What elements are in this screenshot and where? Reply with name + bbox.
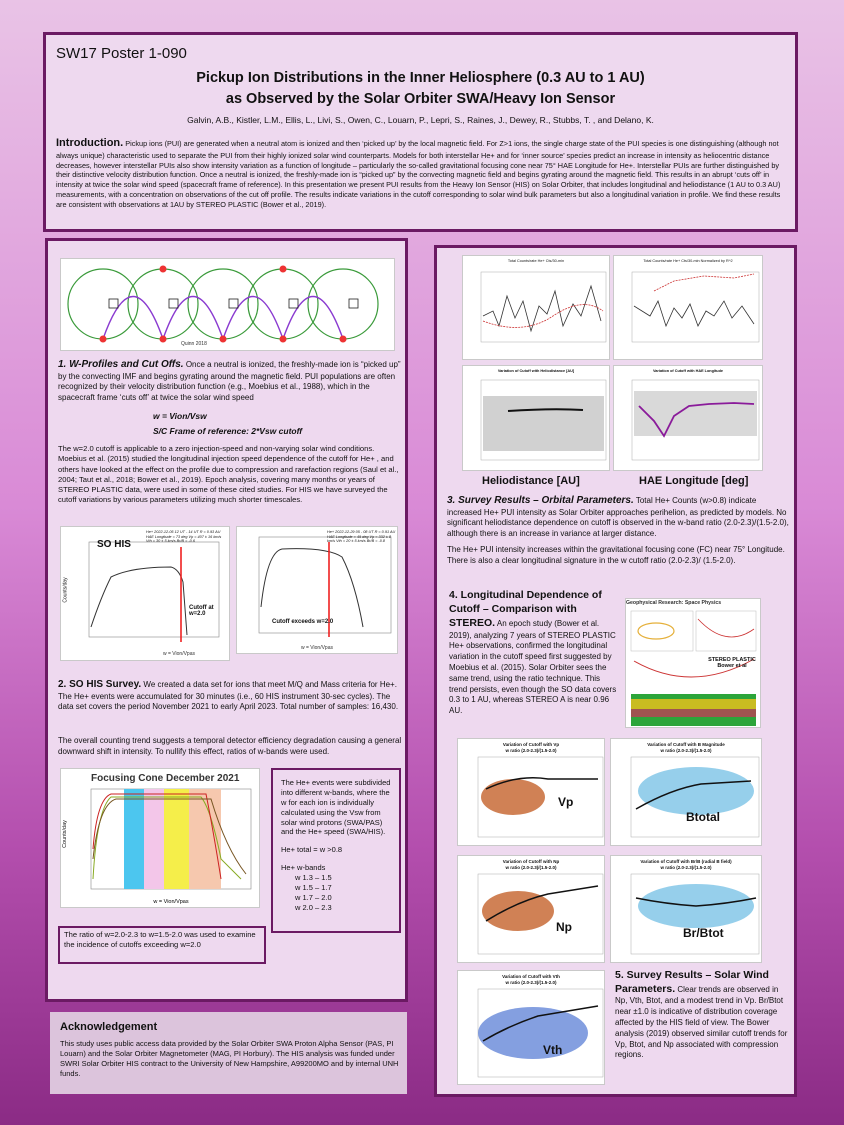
plot-b-cutoff: Cutoff exceeds w=2.0 bbox=[272, 619, 334, 625]
top2-title: Total Counts/rate He+ Cts/30-min Normalized by R^2 bbox=[643, 259, 733, 263]
title-line-2: as Observed by the Solar Orbiter SWA/Heavy Ion Sensor bbox=[225, 90, 616, 107]
scatter-vth bbox=[457, 970, 605, 1085]
plot-a-xlabel: w = Vion/Vpas bbox=[162, 651, 196, 657]
sc2-sub: w ratio (2.0-2.3)/(1.5-2.0) bbox=[660, 748, 712, 753]
intro-heading: Introduction. bbox=[56, 137, 124, 149]
s4-text: An epoch study (Bower et al. 2019), analyzing 7 years of STEREO PLASTIC He+ observations, confirmed the longitudinal variation in the cutoff speed first suggested by Moebius et al. (2015). Solar Orbiter sees the same trend, using the ratio technique. This trend persists, even though the SO data covers 0.3 to 1 AU, whereas STEREO A is near 0.96 AU. bbox=[449, 619, 617, 716]
wband-item: w 1.3 – 1.5 bbox=[295, 873, 332, 883]
gyration-diagram bbox=[61, 259, 396, 352]
hae-cutoff-plot bbox=[613, 365, 763, 471]
gyro-caption: Quinn 2018 bbox=[181, 341, 207, 347]
introduction bbox=[56, 136, 788, 209]
gyration-figure bbox=[60, 258, 395, 351]
s4-heading: 4. Longitudinal Dependence of Cutoff – Comparison with STEREO. bbox=[449, 589, 602, 630]
sc4-title: Variation of Cutoff with Br/B (radial B field) bbox=[640, 859, 732, 864]
jgr-title: Geophysical Research: Space Physics bbox=[626, 600, 722, 606]
eq-cutoff: S/C Frame of reference: 2*Vsw cutoff bbox=[153, 426, 303, 436]
fc-xlabel: w = Vion/Vpas bbox=[153, 899, 189, 905]
sc1-sub: w ratio (2.0-2.3)/(1.5-2.0) bbox=[505, 748, 557, 753]
left-panel bbox=[45, 238, 408, 1002]
right-panel bbox=[434, 245, 797, 1097]
plot-a-info: He+ 2022-12-05 12 UT - 14 UT R = 0.93 AU HAE Longitude = 73 deg Vp = 407 ± 16 km/s Vth = 30 ± 5 km/s Br/B = -0.6 bbox=[146, 530, 222, 544]
plot-b-xlabel: w = Vion/Vpas bbox=[300, 645, 334, 651]
sc4-sub: w ratio (2.0-2.3)/(1.5-2.0) bbox=[660, 865, 712, 870]
mid2-title: Variation of Cutoff with HAE Longitude bbox=[652, 369, 724, 373]
profile-plot-a bbox=[60, 526, 230, 661]
profile-plot-b bbox=[236, 526, 398, 654]
mid1-title: Variation of Cutoff with Heliodistance [AU] bbox=[497, 369, 575, 373]
plot-b-info: He+ 2022-12-29 05 - 08 UT R = 0.91 AU HAE Longitude = 49 deg Vp = 332 ± 8 km/s Vth = 20 ± 5 km/s Br/B = -0.8 bbox=[327, 530, 396, 544]
section3 bbox=[447, 494, 792, 540]
sc3-sub: w ratio (2.0-2.3)/(1.5-2.0) bbox=[505, 865, 557, 870]
top1-title: Total Counts/rate He+ Cts/30-min bbox=[507, 259, 565, 263]
sc5-title: Variation of Cutoff with Vth bbox=[502, 974, 560, 979]
wband-text2: He+ total = w >0.8 bbox=[281, 845, 343, 855]
wband-item: w 2.0 – 2.3 bbox=[295, 902, 332, 912]
s5-heading: 5. Survey Results – Solar Wind Parameters. bbox=[615, 969, 769, 996]
section1 bbox=[58, 358, 403, 404]
helio-cutoff-plot bbox=[462, 365, 610, 471]
authors: Galvin, A.B., Kistler, L.M., Ellis, L., Livi, S., Owen, C., Louarn, P., Lepri, S., Raines, J., Dewey, R., Stubbs, T. , and Delano, K. bbox=[187, 115, 654, 125]
header-panel bbox=[43, 32, 798, 232]
s5-text: Clear trends are observed in Np, Vth, Btot, and a modest trend in Vp. Br/Btot near ±1.0 is indicative of distribution coverage affected by the HIS field of view. The Bower analysis (2019) observed similar cutoff trends for Vp, Btot, and Np associated with compression regions. bbox=[615, 985, 788, 1060]
s2-text: We created a data set for ions that meet M/Q and Mass criteria for He+. The He+ events were accumulated for 30 minutes (i.e., 60 HIS instrument 30-sec cycles). The data set covers the period November 2021 to early April 2023. Total number of samples: 16,430. bbox=[58, 680, 399, 712]
focusing-cone-plot bbox=[60, 768, 260, 908]
sc2-title: Variation of Cutoff with B Magnitude bbox=[647, 742, 725, 747]
ack-panel bbox=[50, 1012, 407, 1094]
eq-w: w = Vion/Vsw bbox=[153, 411, 207, 421]
plot-a-title: SO HIS bbox=[97, 539, 131, 550]
intro-text: Pickup ions (PUI) are generated when a neutral atom is ionized and then ‘picked up’ by the local magnetic field. For Z>1 ions, the single charge state of the PUI species is one distinguishing (although not always unique) characteristic used to separate the PUI from their highly ionized solar wind counterparts. Models for both interstellar He+ and for ‘inner source’ species predict an increase in intensity as heliocentric distance decreases, however interstellar PUIs also show intensity variation as a function of longitude – particularly the so-called gravitational focusing cone near 75° HAE Longitude for He+. Interstellar PUIs are further distinguished by their distinctive velocity distribution function. Once a neutral is ionized, the freshly-made ion is “picked up” by the convecting magnetic field and begins gyrating around the magnetic field. This results in an abrupt ‘cuts off’ in intensity at twice the solar wind speed (spacecraft frame of reference). In this presentation we present PUI results from the Heavy Ion Sensor (HIS) on Solar Orbiter, that includes longitudinal and heliodistance (1 AU to 0.3 AU) measurements, with a concentration on observations of the cut off profile. The results indicate variations in the cutoff corresponding to solar wind bulk parameters but also a longitudinal variation in profile. We find these results are consistent with observations at 1AU by STEREO PLASTIC (Bower et al., 2019). bbox=[56, 139, 781, 209]
fc-title: Focusing Cone December 2021 bbox=[91, 773, 240, 784]
wband-box bbox=[271, 768, 401, 933]
sc4-label: Br/Btot bbox=[683, 926, 724, 940]
stereo-comparison-figure bbox=[625, 598, 761, 728]
stereo-label: STEREO PLASTIC Bower et al bbox=[708, 657, 756, 669]
fc-caption-box bbox=[58, 926, 266, 964]
sc2-label: Btotal bbox=[686, 810, 720, 824]
s3-text: Total He+ Counts (w>0.8) indicate increased He+ PUI intensity as Solar Orbiter approaches perihelion, as predicted by models. No significant heliodistance dependence on cutoff is observed in the w-band ratio (2.0-2.3)/(1.5-2.0), although there is an increase in variance at larger distance. bbox=[447, 496, 789, 539]
fc-ylabel: Counts/day bbox=[61, 820, 68, 848]
s2-text2: The overall counting trend suggests a temporal detector efficiency degradation causing a general downward shift in intensity. To nullify this effect, ratios of w-bands were used. bbox=[58, 736, 402, 756]
total-counts-plot bbox=[462, 255, 610, 360]
ack-heading: Acknowledgement bbox=[60, 1021, 158, 1033]
wband-text3: He+ w-bands bbox=[281, 863, 326, 873]
wband-item: w 1.7 – 2.0 bbox=[295, 892, 332, 902]
sc5-label: Vth bbox=[543, 1043, 563, 1057]
scatter-vp bbox=[457, 738, 605, 846]
hae-label: HAE Longitude [deg] bbox=[639, 475, 749, 487]
scatter-np bbox=[457, 855, 605, 963]
helio-label: Heliodistance [AU] bbox=[482, 475, 580, 487]
section5 bbox=[615, 968, 790, 1061]
s1-text2: The w=2.0 cutoff is applicable to a zero injection-speed and non-varying solar wind conditions. Moebius et al. (2015) studied the longitudinal injection speed dependence of the cutoff for He+ , and others have looked at the effect on the profile due to compression and rarefaction regions (Saul et al., 2004; Taut et al., 2018; Bower et al., 2019). Epoch analysis, covering many months or years of STEREO PLASTIC data, were used in some of these cited studies. For HIS we have surveyed the cutoff variations by various parameters utilizing much shorter timescales. bbox=[58, 444, 399, 505]
fc-caption: The ratio of w=2.0-2.3 to w=1.5-2.0 was used to examine the incidence of cutoffs exceeding w=2.0 bbox=[64, 930, 256, 949]
s1-heading: 1. W-Profiles and Cut Offs. bbox=[58, 359, 184, 370]
sc5-sub: w ratio (2.0-2.3)/(1.5-2.0) bbox=[505, 980, 557, 985]
normalized-counts-plot bbox=[613, 255, 763, 360]
s3-text2: The He+ PUI intensity increases within the gravitational focusing cone (FC) near 75° Longitude. There is also a clear longitudinal signature in the w cutoff ratio (2.0-2.3)/ (1.5-2.0). bbox=[447, 545, 785, 565]
sc1-title: Variation of Cutoff with Vp bbox=[502, 742, 560, 747]
s1-text: Once a neutral is ionized, the freshly-made ion is “picked up” by the convecting IMF and begins gyrating around the magnetic field. PUI populations are often recognized by their velocity distribution function (e.g., Moebius et al., 1988), which in the spacecraft frame ‘cuts off’ at twice the solar wind speed bbox=[58, 360, 401, 403]
wband-item: w 1.5 – 1.7 bbox=[295, 883, 332, 893]
section2 bbox=[58, 678, 403, 713]
s2-heading: 2. SO HIS Survey. bbox=[58, 679, 142, 690]
sc1-label: Vp bbox=[558, 795, 574, 809]
wband-list bbox=[281, 873, 391, 913]
s3-heading: 3. Survey Results – Orbital Parameters. bbox=[447, 495, 634, 506]
plot-a-ylabel: Counts/day bbox=[62, 577, 69, 603]
poster-id: SW17 Poster 1-090 bbox=[56, 45, 187, 62]
scatter-brbtot bbox=[610, 855, 762, 963]
plot-a-cutoff: Cutoff at w=2.0 bbox=[189, 605, 214, 617]
wband-text1: The He+ events were subdivided into different w-bands, where the w for each ion is individually calculated using the Vsw from solar wind protons (SWA/PAS) and the He+ speed (SWA/HIS). bbox=[281, 778, 391, 837]
title-line-1: Pickup Ion Distributions in the Inner Heliosphere (0.3 AU to 1 AU) bbox=[196, 70, 645, 86]
section4 bbox=[449, 588, 619, 717]
scatter-btotal bbox=[610, 738, 762, 846]
sc3-label: Np bbox=[556, 920, 572, 934]
poster-title bbox=[46, 68, 795, 109]
sc3-title: Variation of Cutoff with Np bbox=[502, 859, 560, 864]
ack-text: This study uses public access data provided by the Solar Orbiter SWA Proton Alpha Sensor (PAS, PI Louarn) and the Solar Orbiter Magnetometer (MAG, PI Horbury). The HIS analysis was funded under SWRI Solar Orbiter HIS contract to the University of New Hampshire, A99200MO and by internal UNH funds. bbox=[60, 1039, 399, 1078]
